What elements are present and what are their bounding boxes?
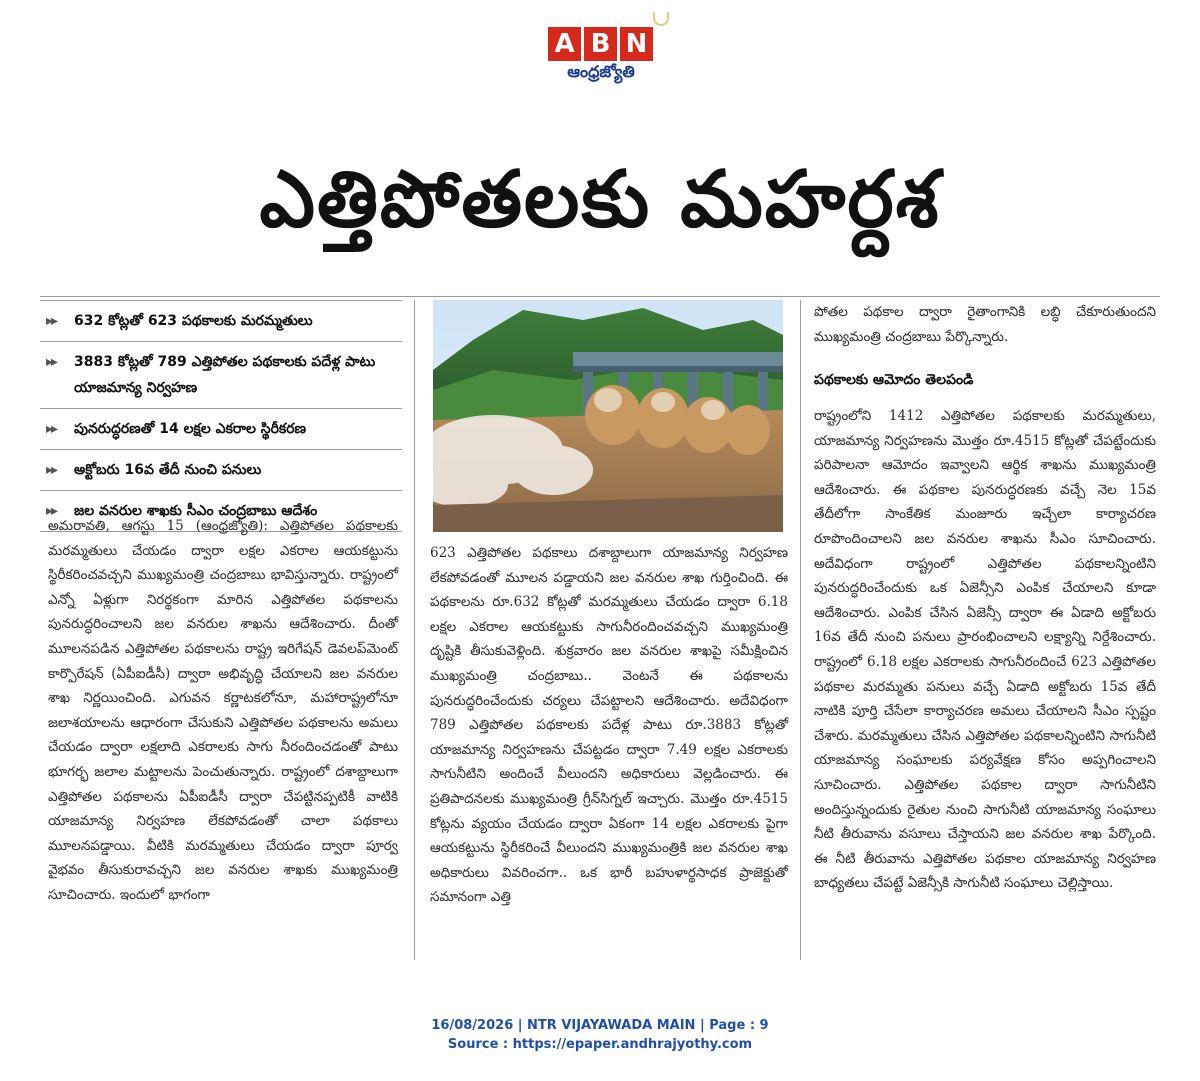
masthead-logo bbox=[536, 10, 666, 80]
double-chevron-icon: ▸▸ bbox=[46, 462, 57, 478]
article-column-right-top: పోతల పథకాల ద్వారా రైతాంగానికి లబ్ధి చేకూరుతుందని ముఖ్యమంత్రి చంద్రబాబు పేర్కొన్నారు. bbox=[814, 304, 1156, 345]
double-chevron-icon: ▸▸ bbox=[46, 503, 57, 519]
source-link[interactable]: Source : https://epaper.andhrajyothy.com bbox=[447, 1037, 753, 1052]
logo-letter-a: A bbox=[548, 27, 581, 61]
column-divider bbox=[800, 300, 801, 960]
section-subheading: పథకాలకు ఆమోదం తెలపండి bbox=[814, 372, 974, 388]
highlight-item: ▸▸ పునరుద్ధరణతో 14 లక్షల ఎకరాల స్థిరీకరణ bbox=[40, 409, 402, 450]
double-chevron-icon: ▸▸ bbox=[46, 421, 57, 437]
headline-divider bbox=[40, 296, 1160, 297]
double-chevron-icon: ▸▸ bbox=[46, 313, 57, 329]
edition-info: 16/08/2026 | NTR VIJAYAWADA MAIN | Page : 9 bbox=[431, 1018, 769, 1033]
dam-photo bbox=[433, 300, 783, 532]
headline: ఎత్తిపోతలకు మహర్దశ bbox=[259, 155, 941, 245]
logo-letter-n: N bbox=[620, 27, 653, 61]
article-column-left: అమరావతి, ఆగస్టు 15 (ఆంధ్రజ్యోతి): ఎత్తిపోతల పథకాలకు మరమ్మతులు చేయడం ద్వారా లక్షల ఎకరాల ఆయకట్టును స్థిరీకరించవచ్చని ముఖ్యమంత్రి చంద్రబాబు భావిస్తున్నారు. రాష్ట్రంలో ఎన్నో ఏళ్లుగా నిరర్థకంగా మారిన ఎత్తిపోతల పథకాలను పునరుద్ధరించాలని జల వనరుల శాఖను ఆదేశించారు. దీంతో మూలనపడిన ఎత్తిపోతల పథకాలను రాష్ట్ర ఇరిగేషన్ డెవలప్‌మెంట్ కార్పొరేషన్ (ఏపీఐడీసీ) ద్వారా అభివృద్ధి చేయాలని జల వనరుల శాఖ నిర్ణయించింది. ఎగువన కర్ణాటకలోనూ, మహారాష్ట్రలోనూ జలాశయాలను ఆధారంగా చేసుకుని ఎత్తిపోతల పథకాలను అమలు చేయడం ద్వారా లక్షలాది ఎకరాలకు సాగు నీరందించడంతో పాటు భూగర్భ జలాల మట్టాలను పెంచుతున్నారు. రాష్ట్రంలో దశాబ్దాలుగా ఎత్తిపోతల పథకాలను ఏపీఐడీసీ ద్వారా చేపట్టినప్పటికీ వాటికి యాజమాన్య నిర్వహణ లేకపోవడంతో చాలా పథకాలు మూలనపడ్డాయి. వీటికి మరమ్మతులు చేయడం ద్వారా పూర్వ వైభవం తీసుకురావచ్చని జల వనరుల శాఖకు ముఖ్యమంత్రి సూచించారు. ఇందులో భాగంగా bbox=[48, 518, 398, 903]
highlight-item: ▸▸ 632 కోట్లతో 623 పథకాలకు మరమ్మతులు bbox=[40, 300, 402, 342]
logo-subtitle: ఆంధ్రజ్యోతి bbox=[567, 62, 635, 81]
highlights-list bbox=[40, 300, 402, 532]
column-divider bbox=[414, 300, 415, 960]
highlight-item: ▸▸ జల వనరుల శాఖకు సీఎం చంద్రబాబు ఆదేశం bbox=[40, 491, 402, 532]
article-column-middle: 623 ఎత్తిపోతల పథకాలు దశాబ్దాలుగా యాజమాన్య నిర్వహణ లేకపోవడంతో మూలన పడ్డాయని జల వనరుల శాఖ గుర్తించింది. ఈ పథకాలను రూ.632 కోట్లతో మరమ్మతులు చేయడం ద్వారా 6.18 లక్షల ఎకరాల ఆయకట్టుకు సాగునీరందించవచ్చని ముఖ్యమంత్రి దృష్టికి తీసుకువెళ్లింది. శుక్రవారం జల వనరుల శాఖపై సమీక్షించిన ముఖ్యమంత్రి చంద్రబాబు.. వెంటనే ఈ పథకాలను పునరుద్ధరించేందుకు చర్యలు చేపట్టాలని ఆదేశించారు. అదేవిధంగా 789 ఎత్తిపోతల పథకాలకు పదేళ్ల పాటు రూ.3883 కోట్లతో యాజమాన్య నిర్వహణను చేపట్టడం ద్వారా 7.49 లక్షల ఎకరాలకు సాగునీటిని అందించే వీలుందని అధికారులు వెల్లడించారు. ఈ ప్రతిపాదనలకు ముఖ్యమంత్రి గ్రీన్‌సిగ్నల్ ఇచ్చారు. మొత్తం రూ.4515 కోట్లను వ్యయం చేయడం ద్వారా ఏకంగా 14 లక్షల ఎకరాలకు పైగా ఆయకట్టును స్థిరీకరించే వీలుందని ముఖ్యమంత్రికి జల వనరుల శాఖ అధికారులు వివరించగా.. ఒక భారీ బహుళార్థసాధక ప్రాజెక్టుతో సమానంగా ఎత్తి bbox=[430, 545, 788, 906]
highlight-item: ▸▸ అక్టోబరు 16వ తేదీ నుంచి పనులు bbox=[40, 450, 402, 491]
cup-icon bbox=[653, 12, 669, 26]
highlight-item: ▸▸ 3883 కోట్లతో 789 ఎత్తిపోతల పథకాలకు పదేళ్ల పాటు యాజమాన్య నిర్వహణ bbox=[40, 342, 402, 409]
article-column-right: రాష్ట్రంలోని 1412 ఎత్తిపోతల పథకాలకు మరమ్మతులు, యాజమాన్య నిర్వహణను మొత్తం రూ.4515 కోట్లతో చేపట్టేందుకు పరిపాలనా ఆమోదం ఇవ్వాలని ఆర్థిక శాఖను ముఖ్యమంత్రి ఆదేశించారు. ఈ పథకాల పునరుద్ధరణకు వచ్చే నెల 15వ తేదీలోగా సాంకేతిక మంజూరు ఇచ్చేలా కార్యాచరణ రూపొందించాలని జల వనరుల శాఖను సీఎం సూచించారు. అదేవిధంగా రాష్ట్రంలో ఎత్తిపోతల పథకాలన్నింటిని పునరుద్ధరించేందుకు ఒక ఏజెన్సీని ఎంపిక చేయాలని కూడా ఆదేశించారు. ఎంపిక చేసిన ఏజెన్సీ ద్వారా ఈ ఏడాది అక్టోబరు 16వ తేదీ నుంచి పనులు ప్రారంభించాలని లక్ష్యాన్ని నిర్దేశించారు. రాష్ట్రంలో 6.18 లక్షల ఎకరాలకు సాగునీరందించే 623 ఎత్తిపోతల పథకాల మరమ్మతు పనులు వచ్చే ఏడాది అక్టోబరు 15వ తేదీ నాటికి పూర్తి చేసేలా కార్యాచరణ అమలు చేయాలని సీఎం స్పష్టం చేశారు. మరమ్మతులు చేసిన ఎత్తిపోతల పథకాలన్నింటిని సాగునీటి యాజమాన్య సంఘాలకు పర్యవేక్షణ కోసం అప్పగించాలని సూచించారు. ఎత్తిపోతల పథకాల ద్వారా సాగునీటిని అందిస్తున్నందుకు రైతుల నుంచి సాగునీటి యాజమాన్య సంఘాలు నీటి తీరువాను వసూలు చేస్తాయని జల వనరుల శాఖ పేర్కొంది. ఈ నీటి తీరువాను ఎత్తిపోతల పథకాల యాజమాన్య నిర్వహణ బాధ్యతలు చేపట్టే ఏజెన్సీకి సాగునీటి సంఘాలు చెల్లిస్తాయి. bbox=[814, 408, 1156, 892]
logo-letter-b: B bbox=[584, 27, 617, 61]
double-chevron-icon: ▸▸ bbox=[46, 354, 57, 370]
